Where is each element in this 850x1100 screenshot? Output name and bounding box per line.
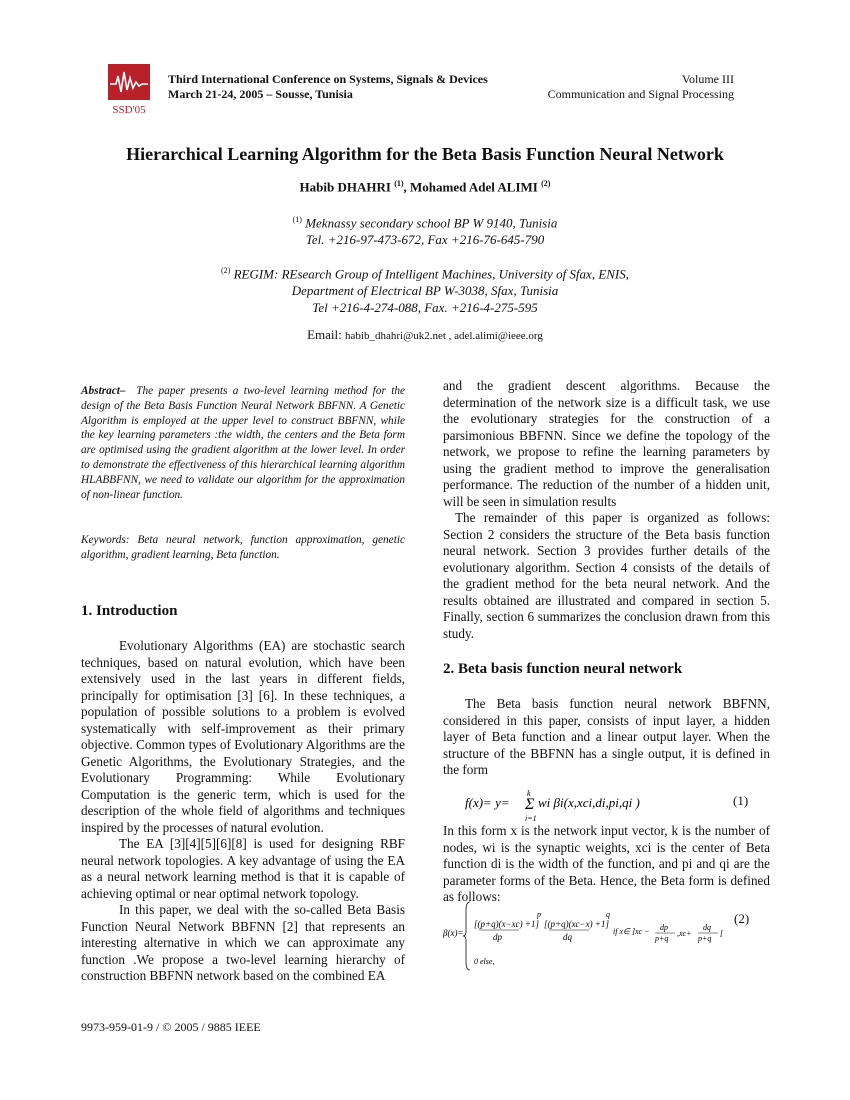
paper-title: Hierarchical Learning Algorithm for the Beta Basis Function Neural Network xyxy=(126,144,724,164)
svg-text:0 else,: 0 else, xyxy=(474,957,495,966)
abstract-text: The paper presents a two-level learning method for the design of the Beta Basis Function Neural Network BBFNN. A Genetic Algorithm is employed at the upper level to construct BBFNN, while the key learning parameters :the width, the centers and the Beta form are optimised using the gradient algorithm at the lower level. In order to demonstrate the effectiveness of this hierarchical learning algorithm HLABBFNN, we need to validate our algorithm for the approximation of non-linear function. xyxy=(81,385,406,501)
footer-copyright: 9973-959-01-9 / © 2005 / 9885 IEEE xyxy=(81,1020,261,1034)
author-2-mark: (2) xyxy=(541,179,551,188)
equation-1 xyxy=(465,785,785,825)
svg-text:[: [ xyxy=(720,929,724,938)
svg-text:β(x)=: β(x)= xyxy=(443,928,464,938)
svg-text:f(x)= y=: f(x)= y= xyxy=(465,795,510,810)
svg-text:[(p+q)(xc−x) +1]: [(p+q)(xc−x) +1] xyxy=(544,919,609,929)
intro-paragraph-2: The EA [3][4][5][6][8] is used for designing RBF neural network topologies. A key advantage of using the EA as a neural network learning method is that it is capable of achieving optimal or near optimal network topology. xyxy=(81,836,405,901)
affiliation-2-line-3: Tel +216-4-274-088, Fax. +216-4-275-595 xyxy=(312,300,538,316)
equation-2 xyxy=(443,900,743,972)
author-1-mark: (1) xyxy=(394,179,404,188)
intro-paragraph-1: Evolutionary Algorithms (EA) are stochastic search techniques, based on natural evolution, which have been extensively used in the last years in different fields, principally for optimisation [3] [6]. In these techniques, a population of possible solutions to a problem is evolved systematically with self-improvement as their primary objective. Common types of Evolutionary Algorithms are the Genetic Algorithms, the Evolutionary Strategies, and the Evolutionary Programming: While Evolutionary Computation is the generic term, which is used for the description of the whole field of algorithms and techniques inspired by the processes of natural evolution. xyxy=(81,638,405,835)
svg-text:if x∈ ]xc −: if x∈ ]xc − xyxy=(613,927,650,936)
svg-text:p: p xyxy=(537,910,541,919)
section-1-body xyxy=(81,638,405,985)
svg-text:p+q: p+q xyxy=(655,934,669,943)
author-1: Habib DHAHRI xyxy=(299,179,391,195)
intro-continuation: and the gradient descent algorithms. Because the determination of the network size is a difficult task, we use the evolutionary strategies for the construction of a parsimonious BBFNN. Since we define the topology of the network, we propose to refine the learning parameters by using the gradient method to improve the generalisation performance. The reduction of the number of a hidden unit, will be seen in simulation results xyxy=(443,378,770,509)
email-label: Email: xyxy=(307,327,342,342)
keywords: Keywords: Beta neural network, function approximation, genetic algorithm, gradient learning, Beta function. xyxy=(81,534,405,561)
equation-1-number: (1) xyxy=(733,793,749,808)
svg-text:dp: dp xyxy=(493,932,502,942)
affiliation-2-mark: (2) xyxy=(220,266,231,275)
email-addresses: habib_dhahri@uk2.net , adel.alimi@ieee.org xyxy=(345,330,543,342)
section-2-paragraph-2 xyxy=(443,823,770,906)
svg-text:[(p+q)(x−xc) +1]: [(p+q)(x−xc) +1] xyxy=(474,919,539,929)
abstract-label: Abstract– xyxy=(81,385,126,397)
svg-text:i=1: i=1 xyxy=(525,814,537,823)
section-2-paragraph-1 xyxy=(443,696,770,779)
abstract xyxy=(81,384,405,502)
section-2-text-1: The Beta basis function neural network BBFNN, considered in this paper, consists of input layer, a hidden layer of Beta function and a linear output layer. When the structure of the BBFNN has a single output, it is defined in the form xyxy=(443,696,770,777)
svg-text:,xc+: ,xc+ xyxy=(677,929,692,938)
equation-2-formula xyxy=(443,900,743,972)
conference-date-location: March 21-24, 2005 – Sousse, Tunisia xyxy=(168,87,353,101)
logo-waveform-icon xyxy=(108,64,150,100)
conference-info xyxy=(168,72,488,102)
author-2: , Mohamed Adel ALIMI xyxy=(403,179,538,195)
volume-number: Volume III xyxy=(681,72,734,86)
affiliation-1-line-1: Meknassy secondary school BP W 9140, Tunisia xyxy=(305,215,558,231)
section-2-text-2: In this form x is the network input vector, k is the number of nodes, wi is the synaptic weights, xci is the center of Beta function di is the width of the function, and pi and qi are the parameter forms of the Beta. Hence, the Beta form is defined as follows: xyxy=(443,823,770,904)
svg-text:dp: dp xyxy=(660,923,668,932)
svg-text:dq: dq xyxy=(563,932,572,942)
conference-name: Third International Conference on Systems, Signals & Devices xyxy=(168,72,488,86)
affiliation-1-mark: (1) xyxy=(292,215,302,224)
intro-paragraph-3: In this paper, we deal with the so-called Beta Basis Function Neural Network BBFNN [2] that represents an interesting alternative in which we can approximate any function .We propose a two-level learning hierarchy of construction BBFNN network based on the combined EA xyxy=(81,902,405,983)
affiliation-1 xyxy=(0,211,850,248)
conference-logo xyxy=(108,64,150,116)
svg-text:p+q: p+q xyxy=(698,934,712,943)
section-1-heading: 1. Introduction xyxy=(81,603,178,619)
logo-label: SSD'05 xyxy=(112,104,146,116)
right-column-intro xyxy=(443,378,770,642)
affiliation-2-line-1: REGIM: REsearch Group of Intelligent Machines, University of Sfax, ENIS, xyxy=(233,266,630,282)
svg-text:wi βi(x,xci,di,pi,qi ): wi βi(x,xci,di,pi,qi ) xyxy=(538,795,640,810)
email-line xyxy=(0,327,850,343)
author-line xyxy=(0,179,850,195)
volume-track: Communication and Signal Processing xyxy=(547,87,734,101)
equation-2-number: (2) xyxy=(734,911,750,926)
svg-text:q: q xyxy=(606,910,610,919)
svg-text:dq: dq xyxy=(703,923,711,932)
paper-organization: The remainder of this paper is organized as follows: Section 2 considers the structure of the Beta basis function neural network. Section 3 provides further details of the evolutionary algorithm. Section 4 consists of the details of the gradient method for the beta neural network. And the results obtained are illustrated and compared in section 5. Finally, section 6 summarizes the conclusion drawn from this study. xyxy=(443,510,770,641)
svg-text:Σ: Σ xyxy=(525,796,535,813)
svg-text:k: k xyxy=(527,789,531,798)
affiliation-2-line-2: Department of Electrical BP W-3038, Sfax, Tunisia xyxy=(291,283,559,299)
volume-info xyxy=(548,72,734,102)
affiliation-2 xyxy=(0,262,850,316)
affiliation-1-line-2: Tel. +216-97-473-672, Fax +216-76-645-790 xyxy=(305,232,545,248)
section-2-heading: 2. Beta basis function neural network xyxy=(443,661,683,677)
